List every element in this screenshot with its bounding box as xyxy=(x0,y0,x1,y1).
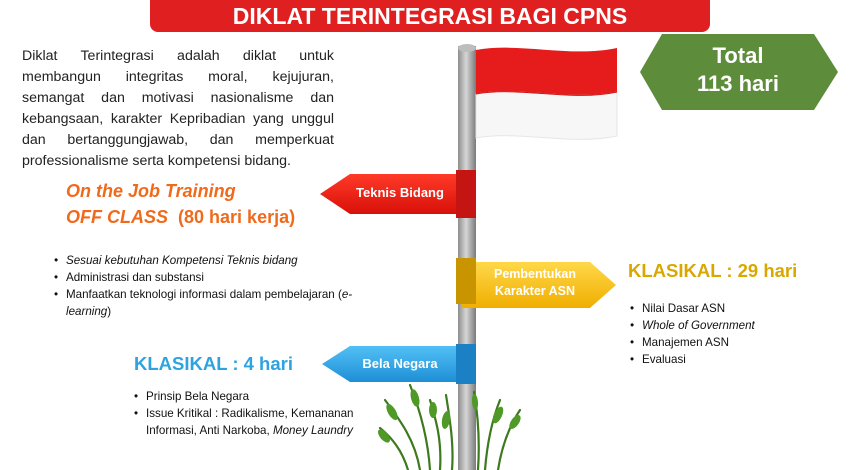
list-item: • Sesuai kebutuhan Kompetensi Teknis bidang xyxy=(54,252,354,269)
klasikal-29-heading: KLASIKAL : 29 hari xyxy=(628,260,798,281)
list-item-close: ) xyxy=(107,305,112,318)
sign-label-teknis: Teknis Bidang xyxy=(356,185,444,200)
sign-label-karakter-line2: Karakter ASN xyxy=(494,284,576,298)
ojt-days: (80 hari kerja) xyxy=(178,207,296,227)
flag-icon xyxy=(476,48,617,140)
klasikal-4-list xyxy=(134,388,364,439)
klasikal-29-list xyxy=(630,300,850,368)
total-line-1: Total xyxy=(712,43,764,68)
list-item: • Administrasi dan substansi xyxy=(54,269,354,286)
list-item: • Nilai Dasar ASN xyxy=(630,300,850,317)
sign-label-karakter-line1: Pembentukan xyxy=(494,267,576,281)
klasikal-4-heading: KLASIKAL : 4 hari xyxy=(134,353,293,374)
sign-label-bela: Bela Negara xyxy=(362,356,438,371)
list-item-em: Money Laundry xyxy=(272,424,353,437)
ojt-line-2 xyxy=(66,204,295,230)
total-label xyxy=(650,42,826,98)
sign-label-karakter xyxy=(476,266,594,300)
intro-paragraph: Diklat Terintegrasi adalah diklat untuk membangun integritas moral, kejujuran, semangat dan motivasi nasionalisme dan kebangsaan, karakter Kepribadian yang unggul dan bertanggungjawab, dan memperkuat professionalisme serta kompetensi bidang. xyxy=(22,48,334,169)
grass-illustration xyxy=(380,385,520,470)
list-item-text: Issue Kritikal : Radikalisme, Kemananan Informasi, Anti Narkoba, xyxy=(146,407,354,437)
ojt-heading xyxy=(66,178,295,230)
list-item xyxy=(54,286,354,320)
ojt-off-class: OFF CLASS xyxy=(66,207,168,227)
page-title: DIKLAT TERINTEGRASI BAGI CPNS xyxy=(232,3,628,29)
ojt-list xyxy=(54,252,354,320)
list-item: • Manajemen ASN xyxy=(630,334,850,351)
list-item: • Whole of Government xyxy=(630,317,850,334)
list-item xyxy=(134,405,364,439)
list-item-text: Manfaatkan teknologi informasi dalam pembelajaran ( xyxy=(66,288,342,301)
ojt-line-1: On the Job Training xyxy=(66,181,236,201)
total-line-2: 113 hari xyxy=(697,71,779,96)
list-item: • Evaluasi xyxy=(630,351,850,368)
list-item-em: e-learning xyxy=(66,288,353,318)
list-item: • Prinsip Bela Negara xyxy=(134,388,364,405)
